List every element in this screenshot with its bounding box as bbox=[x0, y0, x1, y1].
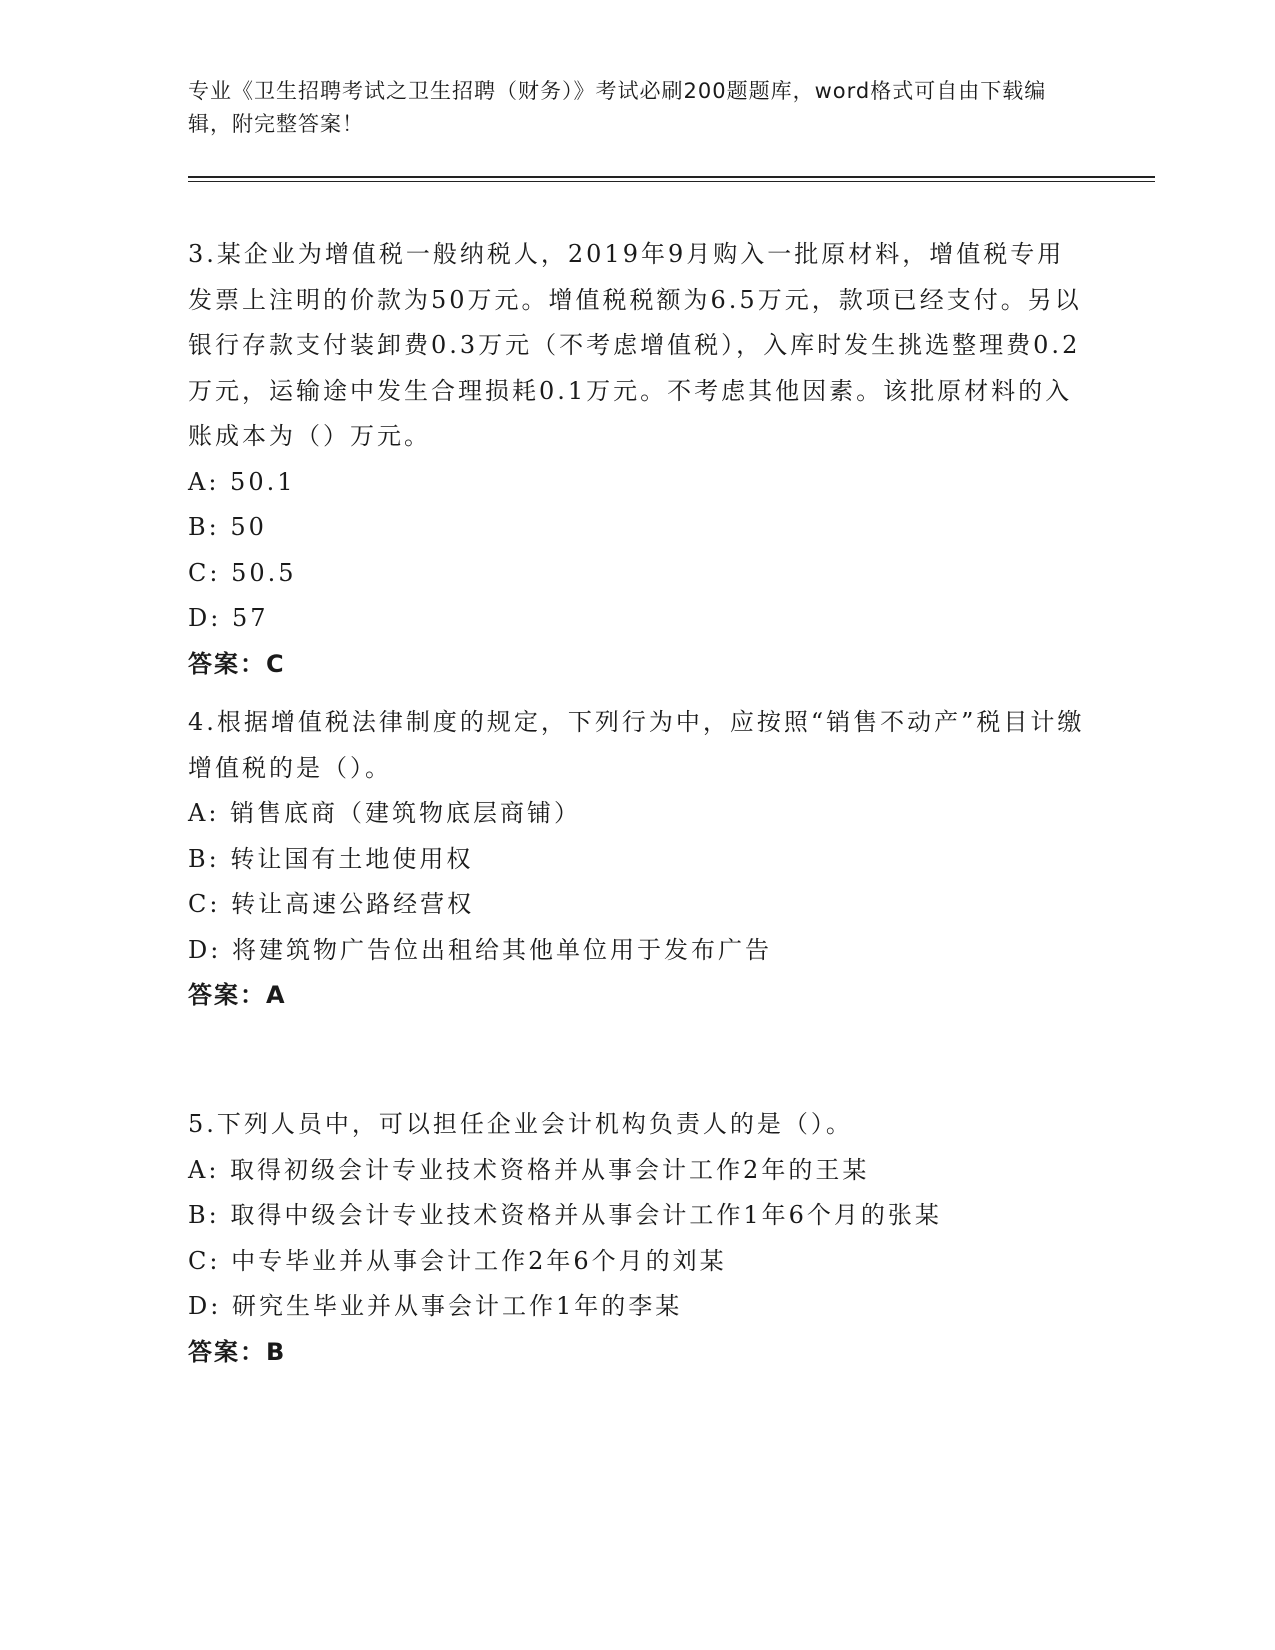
answer-line: 答案：A bbox=[188, 981, 287, 1009]
option-c: C: 50.5 bbox=[188, 558, 297, 587]
option-c: C: 转让高速公路经营权 bbox=[188, 890, 475, 918]
option-c: C: 中专毕业并从事会计工作2年6个月的刘某 bbox=[188, 1246, 727, 1275]
question-block bbox=[188, 1102, 1088, 1375]
option-b: B: 50 bbox=[188, 513, 267, 541]
answer-line: 答案：C bbox=[188, 649, 286, 678]
option-d: D: 将建筑物广告位出租给其他单位用于发布广告 bbox=[188, 935, 772, 964]
question-block bbox=[188, 232, 1088, 687]
question-block bbox=[188, 700, 1088, 1019]
option-b: B: 转让国有土地使用权 bbox=[188, 844, 474, 873]
option-a: A: 50.1 bbox=[188, 467, 296, 496]
option-d: D: 研究生毕业并从事会计工作1年的李某 bbox=[188, 1292, 683, 1320]
header-divider bbox=[188, 176, 1155, 182]
question-stem: 5.下列人员中，可以担任企业会计机构负责人的是（）。 bbox=[188, 1110, 853, 1138]
option-b: B: 取得中级会计专业技术资格并从事会计工作1年6个月的张某 bbox=[188, 1201, 942, 1229]
answer-line: 答案：B bbox=[188, 1337, 287, 1366]
option-a: A: 取得初级会计专业技术资格并从事会计工作2年的王某 bbox=[188, 1155, 870, 1184]
document-header: 专业《卫生招聘考试之卫生招聘（财务）》考试必刷200题题库，word格式可自由下载编辑，附完整答案！ bbox=[188, 79, 1047, 136]
option-a: A: 销售底商（建筑物底层商铺） bbox=[188, 799, 582, 827]
question-stem: 3.某企业为增值税一般纳税人，2019年9月购入一批原材料，增值税专用发票上注明的价款为50万元。增值税税额为6.5万元，款项已经支付。另以银行存款支付装卸费0.3万元（不考虑增值税），入库时发生挑选整理费0.2万元，运输途中发生合理损耗0.1万元。不考虑其他因素。该批原材料的入账成本为（）万元。 bbox=[188, 240, 1082, 450]
question-stem: 4.根据增值税法律制度的规定，下列行为中，应按照“销售不动产”税目计缴增值税的是（）。 bbox=[188, 708, 1085, 782]
option-d: D: 57 bbox=[188, 604, 269, 632]
